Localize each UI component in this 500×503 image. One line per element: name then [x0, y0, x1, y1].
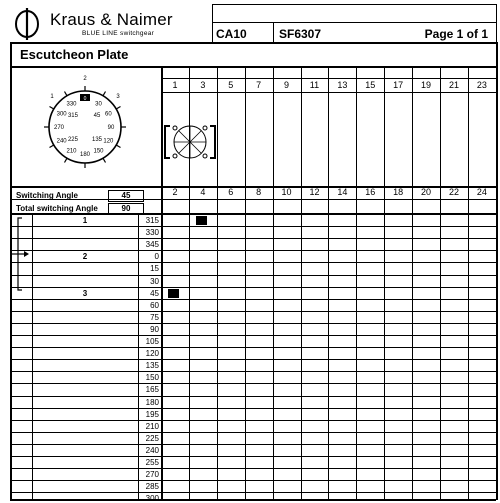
angle-value: 120: [145, 349, 159, 359]
dial-angle-label: 45: [93, 112, 101, 119]
total-switching-angle-value: 90: [108, 203, 144, 215]
page-title: Escutcheon Plate: [20, 47, 129, 62]
svg-text:0: 0: [83, 96, 87, 102]
angle-value: 315: [145, 216, 159, 225]
angle-value: 45: [150, 288, 159, 298]
contact-number-top: 21: [448, 80, 459, 90]
angle-value: 195: [145, 409, 159, 419]
contact-number-top: 23: [476, 80, 487, 90]
angle-value: 330: [145, 228, 159, 238]
contact-number-top: 3: [200, 80, 206, 90]
contact-number-bottom: 22: [448, 187, 459, 197]
angle-value: 90: [150, 324, 159, 334]
contact-number-top: 11: [309, 80, 320, 90]
contact-number-top: 13: [337, 80, 348, 90]
angle-value: 180: [145, 397, 159, 407]
dial-angle-label: 240: [56, 138, 67, 145]
angle-value: 345: [145, 240, 159, 250]
dial-angle-label: 180: [79, 152, 91, 158]
dial-angle-label: 270: [53, 125, 65, 131]
dial-angle-label: 60: [105, 111, 112, 118]
dial-angle-label: 225: [67, 137, 78, 144]
dial-position-number: 2: [83, 76, 87, 82]
angle-value: 255: [145, 458, 159, 467]
contact-number-bottom: 10: [281, 187, 292, 197]
contact-number-bottom: 16: [365, 187, 376, 197]
dial-angle-label: 330: [66, 101, 77, 108]
contact-number-bottom: 18: [393, 187, 404, 197]
switching-angle-value: 45: [108, 190, 144, 202]
contact-closed-mark: [168, 289, 179, 298]
angle-value: 210: [145, 421, 159, 431]
angle-value: 240: [145, 445, 159, 455]
position-label: 3: [82, 288, 88, 298]
contact-number-bottom: 24: [476, 187, 487, 197]
contact-number-bottom: 14: [337, 187, 348, 197]
dial-angle-label: 315: [67, 112, 78, 119]
contact-number-top: 7: [256, 80, 262, 90]
brand-name: Kraus & Naimer: [50, 10, 173, 29]
dial-angle-label: 150: [93, 148, 104, 155]
angle-value: 165: [145, 385, 159, 395]
position-label: 1: [82, 216, 88, 225]
contact-number-bottom: 12: [309, 187, 320, 197]
dial-angle-label: 300: [56, 111, 67, 118]
contact-number-top: 5: [228, 80, 234, 90]
dial-position-number: 3: [116, 94, 120, 100]
contact-number-top: 1: [172, 80, 178, 90]
angle-value: 30: [150, 276, 159, 286]
dial-angle-label: 120: [103, 138, 114, 145]
contact-closed-mark: [196, 216, 207, 225]
contact-diagram: [160, 118, 220, 168]
dial-position-number: 1: [50, 94, 54, 100]
dial-angle-label: 30: [95, 101, 102, 108]
angle-value: 105: [145, 337, 159, 346]
angle-value: 285: [145, 482, 159, 492]
kraus-naimer-logo-icon: [12, 6, 46, 42]
dial-angle-label: 135: [92, 137, 103, 144]
position-label: 2: [82, 252, 88, 262]
contact-number-top: 19: [421, 80, 432, 90]
brand-tagline: BLUE LINE switchgear: [82, 30, 155, 37]
angle-value: 225: [145, 433, 159, 443]
contact-number-top: 17: [393, 80, 404, 90]
part-number: SF6307: [279, 27, 322, 41]
switching-angle-label: Switching Angle: [16, 191, 78, 200]
total-switching-angle-label: Total switching Angle: [16, 204, 98, 213]
model-number: CA10: [216, 27, 247, 41]
contact-number-bottom: 4: [200, 187, 206, 197]
angle-value: 135: [145, 361, 159, 371]
contact-number-top: 9: [284, 80, 290, 90]
contact-number-bottom: 2: [172, 187, 178, 197]
angle-value: 300: [145, 494, 159, 503]
contact-number-bottom: 8: [256, 187, 262, 197]
dial-angle-label: 90: [107, 125, 115, 131]
logo: [12, 6, 212, 42]
contact-number-top: 15: [365, 80, 376, 90]
contact-number-bottom: 6: [228, 187, 234, 197]
angle-value: 75: [150, 312, 159, 322]
angle-value: 0: [154, 252, 159, 262]
escutcheon-dial: [30, 72, 140, 172]
angle-value: 150: [145, 373, 159, 383]
angle-value: 270: [145, 470, 159, 480]
angle-value: 60: [150, 300, 159, 310]
angle-value: 15: [150, 264, 159, 274]
dial-angle-label: 210: [66, 148, 77, 155]
contact-number-bottom: 20: [421, 187, 432, 197]
page-indicator: Page 1 of 1: [424, 27, 488, 41]
